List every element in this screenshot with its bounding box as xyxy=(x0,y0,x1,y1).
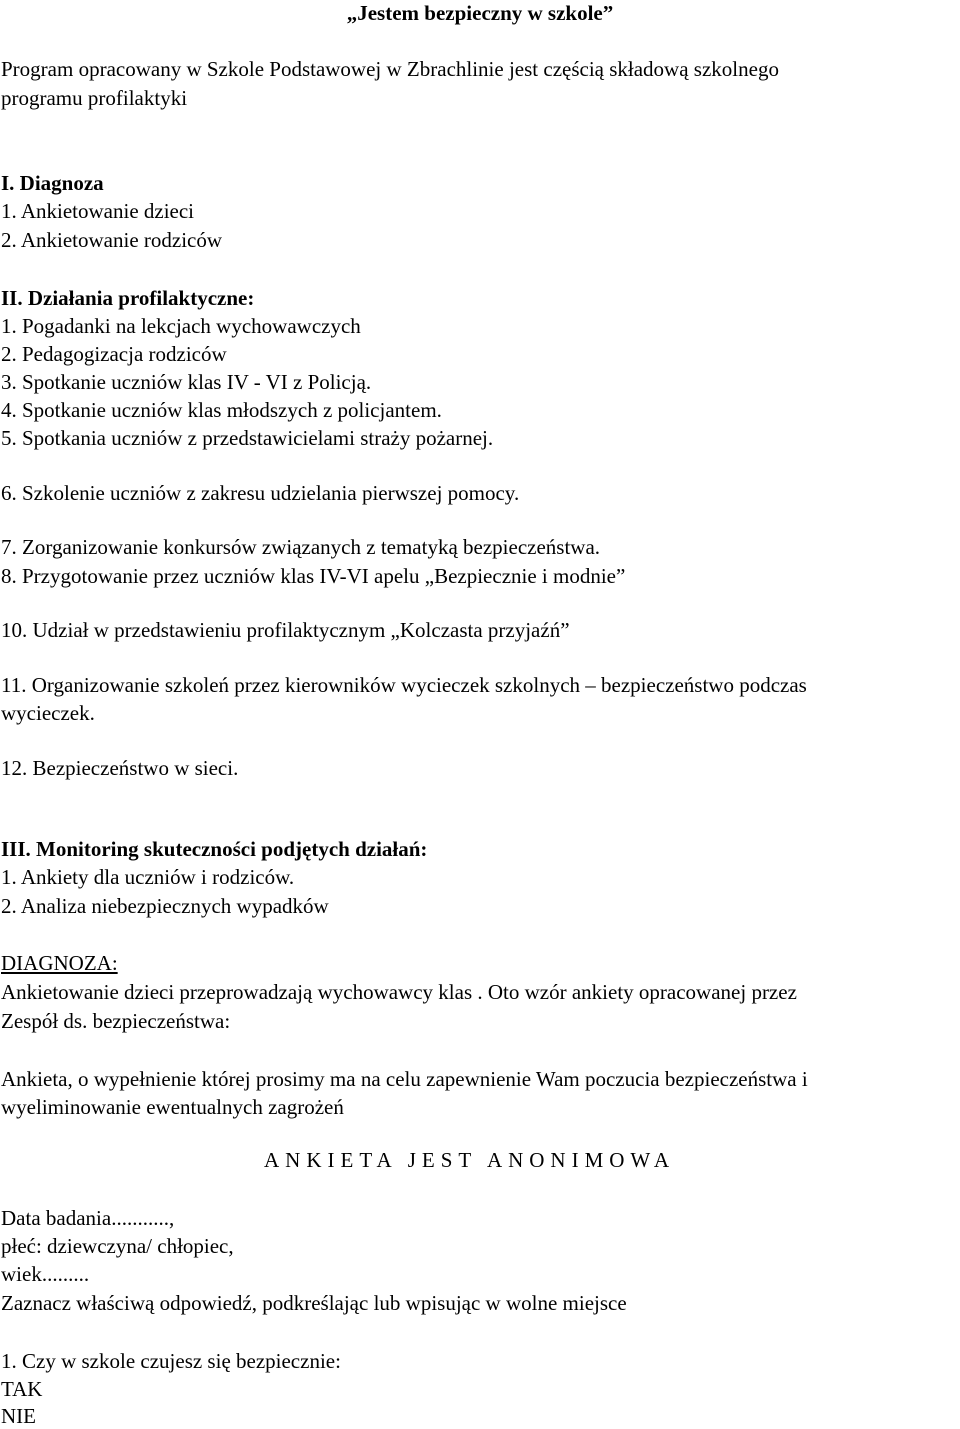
section2-item: 1. Pogadanki na lekcjach wychowawczych xyxy=(1,314,361,338)
section2-heading: II. Działania profilaktyczne: xyxy=(1,286,255,310)
section1-item: 2. Ankietowanie rodziców xyxy=(1,228,223,252)
section2-item: 5. Spotkania uczniów z przedstawicielami straży pożarnej. xyxy=(1,426,494,450)
diagnoza-line-2: Zespół ds. bezpieczeństwa: xyxy=(1,1009,231,1033)
section3-item: 1. Ankiety dla uczniów i rodziców. xyxy=(1,865,295,889)
form-instructions: Zaznacz właściwą odpowiedź, podkreślając lub wpisując w wolne miejsce xyxy=(1,1291,627,1315)
section2-item: 7. Zorganizowanie konkursów związanych z tematyką bezpieczeństwa. xyxy=(1,535,601,559)
section2-item: 2. Pedagogizacja rodziców xyxy=(1,342,227,366)
survey-intro-line-1: Ankieta, o wypełnienie której prosimy ma na celu zapewnienie Wam poczucia bezpieczeństwa i xyxy=(1,1067,808,1091)
section1-heading: I. Diagnoza xyxy=(1,171,104,195)
diagnoza-line-1: Ankietowanie dzieci przeprowadzają wychowawcy klas . Oto wzór ankiety opracowanej przez xyxy=(1,980,797,1004)
form-field-age: wiek......... xyxy=(1,1262,90,1286)
question-1-option-yes: TAK xyxy=(1,1377,43,1401)
section1-item: 1. Ankietowanie dzieci xyxy=(1,199,195,223)
section2-item: 6. Szkolenie uczniów z zakresu udzielania pierwszej pomocy. xyxy=(1,481,520,505)
diagnoza-heading: DIAGNOZA: xyxy=(1,951,118,975)
section2-item: 11. Organizowanie szkoleń przez kierowników wycieczek szkolnych – bezpieczeństwo podczas xyxy=(1,673,807,697)
survey-intro-line-2: wyeliminowanie ewentualnych zagrożeń xyxy=(1,1095,344,1119)
section2-item: 8. Przygotowanie przez uczniów klas IV-VI apelu „Bezpiecznie i modnie” xyxy=(1,564,626,588)
document-title: „Jestem bezpieczny w szkole” xyxy=(346,1,614,25)
section2-item: 4. Spotkanie uczniów klas młodszych z policjantem. xyxy=(1,398,442,422)
question-1-option-no: NIE xyxy=(1,1404,36,1428)
section3-item: 2. Analiza niebezpiecznych wypadków xyxy=(1,894,329,918)
form-field-date: Data badania..........., xyxy=(1,1206,175,1230)
intro-line-2: programu profilaktyki xyxy=(1,86,188,110)
intro-line-1: Program opracowany w Szkole Podstawowej w Zbrachlinie jest częścią składową szkolnego xyxy=(1,57,779,81)
section2-item: 10. Udział w przedstawieniu profilaktycznym „Kolczasta przyjaźń” xyxy=(1,618,570,642)
form-field-gender: płeć: dziewczyna/ chłopiec, xyxy=(1,1234,234,1258)
anonymous-notice: ANKIETA JEST ANONIMOWA xyxy=(264,1148,676,1172)
section2-item: 3. Spotkanie uczniów klas IV - VI z Policją. xyxy=(1,370,372,394)
section2-item-continuation: wycieczek. xyxy=(1,701,95,725)
section2-item: 12. Bezpieczeństwo w sieci. xyxy=(1,756,239,780)
section3-heading: III. Monitoring skuteczności podjętych działań: xyxy=(1,837,428,861)
question-1: 1. Czy w szkole czujesz się bezpiecznie: xyxy=(1,1349,341,1373)
